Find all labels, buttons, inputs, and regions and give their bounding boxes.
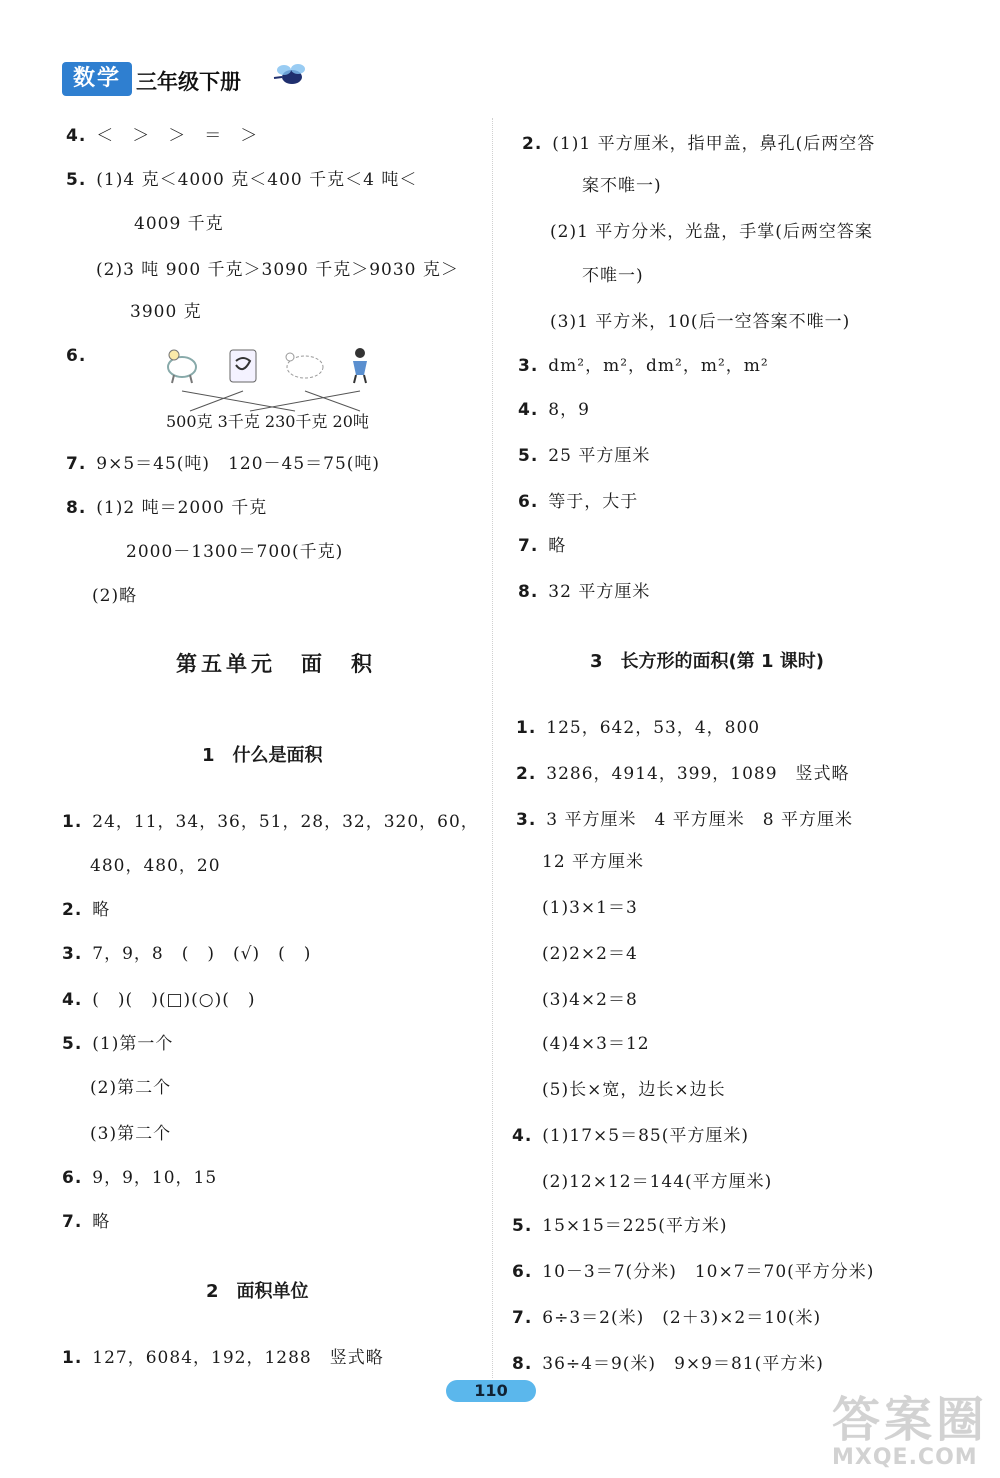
s3-answer-3-line2: 12 平方厘米 (542, 852, 645, 872)
section-title-1: 1 什么是面积 (202, 745, 323, 766)
s1-answer-2: 2. 略 (62, 900, 111, 920)
r-answer-2: 2. (1)1 平方厘米，指甲盖，鼻孔(后两空答 (522, 134, 876, 154)
answer-8-line3: (2)略 (92, 586, 138, 606)
s2-answer-1: 1. 127，6084，192，1288 竖式略 (62, 1348, 384, 1368)
s3-answer-4-line2: (2)12×12＝144(平方厘米) (542, 1172, 773, 1192)
s1-answer-5: 5. (1)第一个 (62, 1034, 174, 1054)
s1-answer-5-line2: (2)第二个 (90, 1078, 172, 1098)
r-answer-6: 6. 等于，大于 (518, 492, 639, 512)
r-answer-3: 3. dm²，m²，dm²，m²，m² (518, 356, 769, 376)
column-divider (492, 118, 493, 1378)
page-number (446, 1380, 536, 1404)
s3-answer-3-line4: (2)2×2＝4 (542, 944, 638, 964)
cow-icon (286, 353, 323, 378)
page-number-text: 110 (474, 1381, 508, 1400)
s3-answer-3: 3. 3 平方厘米 4 平方厘米 8 平方厘米 (516, 810, 853, 830)
answer-5-line2: 4009 千克 (134, 214, 224, 234)
s3-answer-5: 5. 15×15＝225(平方米) (512, 1216, 728, 1236)
answer-8-line2: 2000－1300＝700(千克) (126, 542, 344, 562)
r-answer-8: 8. 32 平方厘米 (518, 582, 651, 602)
s3-answer-4: 4. (1)17×5＝85(平方厘米) (512, 1126, 749, 1146)
answer-7: 7. 9×5＝45(吨) 120－45＝75(吨) (66, 454, 381, 474)
answer-5-line3: (2)3 吨 900 千克＞3090 千克＞9030 克＞ (96, 260, 459, 280)
s3-answer-3-line7: (5)长×宽，边长×边长 (542, 1080, 726, 1100)
grade-label: 三年级下册 (136, 70, 241, 94)
r-answer-2-line2: 案不唯一) (582, 176, 662, 196)
section-title-2: 2 面积单位 (206, 1281, 309, 1302)
answer-6-weights: 500克 3千克 230千克 20吨 (166, 412, 369, 431)
s3-answer-6: 6. 10－3＝7(分米) 10×7＝70(平方分米) (512, 1262, 875, 1282)
person-icon (353, 348, 367, 383)
r-answer-2-line5: (3)1 平方米，10(后一空答案不唯一) (550, 312, 851, 332)
snack-bag-icon (230, 350, 256, 382)
s1-answer-5-line3: (3)第二个 (90, 1124, 172, 1144)
s3-answer-1: 1. 125，642，53，4，800 (516, 718, 761, 738)
watermark (831, 1392, 988, 1470)
r-answer-5: 5. 25 平方厘米 (518, 446, 651, 466)
unit-title: 第五单元 面 积 (176, 652, 376, 676)
s3-answer-8: 8. 36÷4＝9(米) 9×9＝81(平方米) (512, 1354, 824, 1374)
answer-4: 4. ＜ ＞ ＞ ＝ ＞ (66, 126, 259, 146)
r-answer-4: 4. 8，9 (518, 400, 590, 420)
s1-answer-6: 6. 9，9，10，15 (62, 1168, 218, 1188)
s1-answer-3: 3. 7，9，8 ( ) (√) ( ) (62, 944, 312, 964)
s1-answer-1-line2: 480，480，20 (90, 856, 221, 876)
watermark-logo: 答案圈 (831, 1392, 988, 1448)
watermark-url: MXQE.COM (831, 1445, 978, 1470)
s3-answer-2: 2. 3286，4914，399，1089 竖式略 (516, 764, 850, 784)
answer-8: 8. (1)2 吨＝2000 千克 (66, 498, 268, 518)
section-title-3: 3 长方形的面积(第 1 课时) (590, 651, 825, 672)
s3-answer-3-line3: (1)3×1＝3 (542, 898, 638, 918)
s1-answer-4: 4. ( )( )(□)(○)( ) (62, 990, 256, 1010)
r-answer-2-line3: (2)1 平方分米，光盘，手掌(后两空答案 (550, 222, 873, 242)
subject-badge: 数学 (62, 62, 132, 96)
horse-icon (168, 350, 196, 383)
answer-5-line4: 3900 克 (130, 302, 202, 322)
answer-5: 5. (1)4 克＜4000 克＜400 千克＜4 吨＜ (66, 170, 418, 190)
answer-6: 6. (66, 346, 87, 366)
r-answer-2-line4: 不唯一) (582, 266, 644, 286)
s1-answer-7: 7. 略 (62, 1212, 111, 1232)
bug-icon (268, 62, 312, 92)
s1-answer-1: 1. 24，11，34，36，51，28，32，320，60， (62, 812, 479, 832)
s3-answer-3-line6: (4)4×3＝12 (542, 1034, 650, 1054)
r-answer-7: 7. 略 (518, 536, 567, 556)
s3-answer-3-line5: (3)4×2＝8 (542, 990, 638, 1010)
s3-answer-7: 7. 6÷3＝2(米) (2＋3)×2＝10(米) (512, 1308, 822, 1328)
